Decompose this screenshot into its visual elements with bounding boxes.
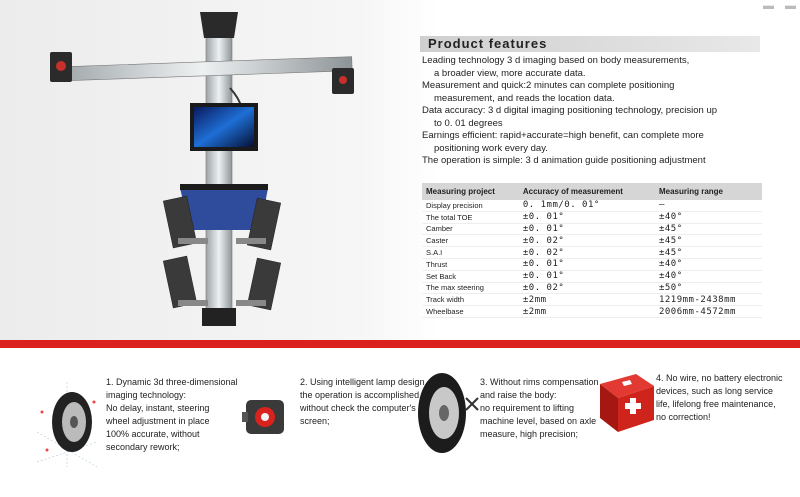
- intelligent-lamp-icon: [240, 392, 290, 442]
- benefit-2: [300, 376, 427, 428]
- benefit-4: [656, 372, 783, 424]
- cell: ±0. 01°: [519, 211, 655, 223]
- cell: Display precision: [422, 200, 519, 211]
- corner-mark: ▬ ▬: [762, 0, 800, 12]
- benefit-line: wheel adjustment in place: [106, 416, 210, 426]
- table-row: [422, 258, 762, 270]
- tire-icon: [410, 368, 480, 458]
- table-header-row: [422, 183, 762, 200]
- cell: ±0. 01°: [519, 270, 655, 282]
- feature-line: a broader view, more accurate data.: [434, 67, 586, 79]
- cell: Thrust: [422, 258, 519, 270]
- benefit-line: 1. Dynamic 3d three-dimensional: [106, 377, 238, 387]
- cell: ±0. 02°: [519, 235, 655, 247]
- feature-line: Measurement and quick:2 minutes can complete positioning: [422, 80, 675, 91]
- benefit-line: no requirement to lifting: [480, 403, 575, 413]
- cell: Caster: [422, 235, 519, 247]
- benefit-line: imaging technology:: [106, 390, 187, 400]
- cell: ±0. 02°: [519, 247, 655, 259]
- table-row: [422, 282, 762, 294]
- col-range: Measuring range: [655, 183, 762, 200]
- benefit-line: life, lifelong free maintenance,: [656, 399, 776, 409]
- cell: Set Back: [422, 270, 519, 282]
- cell: ±0. 01°: [519, 223, 655, 235]
- spec-table: [422, 183, 762, 318]
- cell: ±0. 02°: [519, 282, 655, 294]
- benefit-3: [480, 376, 599, 441]
- benefit-line: the operation is accomplished: [300, 390, 420, 400]
- cell: ±2mm: [519, 294, 655, 306]
- first-aid-box-icon: [596, 370, 658, 436]
- cell: ±40°: [655, 270, 762, 282]
- table-row: [422, 306, 762, 318]
- table-row: [422, 247, 762, 259]
- cell: The max steering: [422, 282, 519, 294]
- cell: ±45°: [655, 223, 762, 235]
- feature-line: to 0. 01 degrees: [434, 117, 503, 129]
- benefit-1: [106, 376, 238, 454]
- cell: The total TOE: [422, 211, 519, 223]
- cell: ±50°: [655, 282, 762, 294]
- table-row: [422, 200, 762, 211]
- benefit-line: screen;: [300, 416, 330, 426]
- cell: —: [655, 200, 762, 211]
- table-row: [422, 294, 762, 306]
- cell: ±40°: [655, 258, 762, 270]
- benefit-line: 4. No wire, no battery electronic: [656, 373, 783, 383]
- benefit-line: no correction!: [656, 412, 711, 422]
- feature-line: The operation is simple: 3 d animation guide positioning adjustment: [422, 155, 706, 166]
- feature-line: Leading technology 3 d imaging based on body measurements,: [422, 55, 690, 66]
- wheel-aligner-illustration: [30, 8, 370, 333]
- accent-divider: [0, 340, 800, 348]
- benefit-line: No delay, instant, steering: [106, 403, 210, 413]
- cell: ±45°: [655, 247, 762, 259]
- cell: ±2mm: [519, 306, 655, 318]
- benefit-line: devices, such as long service: [656, 386, 774, 396]
- benefit-line: and raise the body:: [480, 390, 557, 400]
- benefit-line: measure, high precision;: [480, 429, 579, 439]
- feature-line: Data accuracy: 3 d digital imaging positioning technology, precision up: [422, 105, 718, 116]
- product-features-title: Product features: [420, 36, 760, 52]
- benefit-line: secondary rework;: [106, 442, 180, 452]
- feature-line: Earnings efficient: rapid+accurate=high benefit, can complete more: [422, 130, 704, 141]
- cell: S.A.I: [422, 247, 519, 259]
- benefit-line: 100% accurate, without: [106, 429, 200, 439]
- cell: ±45°: [655, 235, 762, 247]
- benefit-line: machine level, based on axle: [480, 416, 597, 426]
- benefit-line: without check the computer's: [300, 403, 416, 413]
- table-row: [422, 270, 762, 282]
- cell: Wheelbase: [422, 306, 519, 318]
- wheel-3d-icon: [32, 372, 102, 472]
- cell: 2006mm-4572mm: [655, 306, 762, 318]
- col-measuring-project: Measuring project: [422, 183, 519, 200]
- cell: Track width: [422, 294, 519, 306]
- cell: 0. 1mm/0. 01°: [519, 200, 655, 211]
- col-accuracy: Accuracy of measurement: [519, 183, 655, 200]
- cell: ±40°: [655, 211, 762, 223]
- feature-line: measurement, and reads the location data.: [434, 92, 615, 104]
- table-row: [422, 223, 762, 235]
- table-row: [422, 211, 762, 223]
- table-row: [422, 235, 762, 247]
- benefit-line: 2. Using intelligent lamp design,: [300, 377, 428, 387]
- feature-line: positioning work every day.: [434, 142, 548, 154]
- cell: 1219mm-2438mm: [655, 294, 762, 306]
- benefit-line: 3. Without rims compensation: [480, 377, 599, 387]
- product-features-list: [422, 55, 772, 168]
- cell: ±0. 01°: [519, 258, 655, 270]
- cell: Camber: [422, 223, 519, 235]
